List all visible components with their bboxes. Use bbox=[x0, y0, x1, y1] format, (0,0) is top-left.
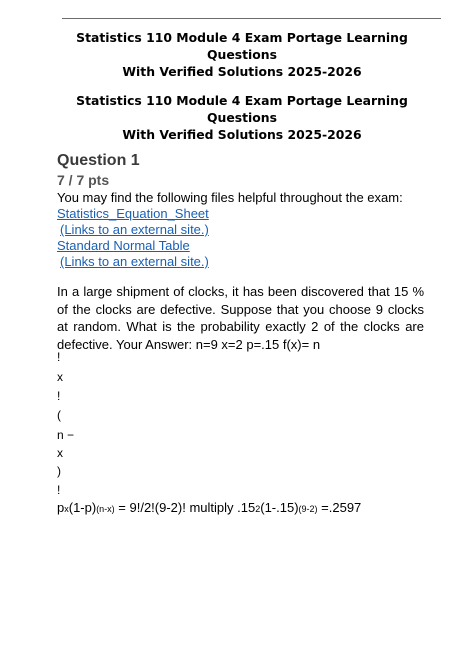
formula-tail: (1-.15) bbox=[260, 500, 299, 515]
formula-mid: (1-p) bbox=[68, 500, 97, 515]
external-site-note[interactable]: (Links to an external site.) bbox=[60, 222, 209, 237]
title-repeat-line-2: With Verified Solutions 2025-2026 bbox=[122, 127, 362, 142]
normal-table-link-label[interactable]: Standard Normal Table bbox=[57, 238, 190, 253]
formula-rest: = 9!/2!(9-2)! multiply .15 bbox=[114, 500, 256, 515]
formula-square-sub: 2 bbox=[255, 504, 261, 514]
formula-stack-item: ! bbox=[57, 389, 61, 403]
normal-table-link[interactable] bbox=[57, 238, 190, 254]
formula-stack-item: x bbox=[57, 446, 63, 460]
formula-tail-sub: (9-2) bbox=[298, 504, 318, 514]
title-line-1: Statistics 110 Module 4 Exam Portage Learning Questions bbox=[76, 30, 408, 62]
question-intro: You may find the following files helpful throughout the exam: bbox=[57, 190, 403, 205]
formula-result: =.2597 bbox=[317, 500, 362, 515]
formula-p: p bbox=[57, 500, 65, 515]
formula-nx-sub: (n-x) bbox=[96, 504, 115, 514]
formula-x-sub: x bbox=[64, 504, 69, 514]
solution-formula bbox=[57, 500, 361, 515]
formula-stack-item: n − bbox=[57, 428, 75, 442]
equation-sheet-link-label[interactable]: Statistics_Equation_Sheet bbox=[57, 206, 209, 221]
problem-statement: In a large shipment of clocks, it has been discovered that 15 % of the clocks are defective. Suppose that you choose 9 clocks at random. What is the probability exactly 2 of the clocks are defective. Your Answer: n=9 x=2 p=.15 f(x)= n bbox=[57, 284, 424, 352]
formula-stack-item: ! bbox=[57, 350, 61, 364]
equation-sheet-external-note[interactable] bbox=[60, 222, 209, 238]
external-site-note[interactable]: (Links to an external site.) bbox=[60, 254, 209, 269]
normal-table-external-note[interactable] bbox=[60, 254, 209, 270]
equation-sheet-link[interactable] bbox=[57, 206, 209, 222]
question-title: Question 1 bbox=[57, 152, 140, 169]
document-title bbox=[40, 29, 444, 80]
question-points: 7 / 7 pts bbox=[57, 172, 110, 188]
document-title-repeat bbox=[40, 92, 444, 143]
formula-stack-item: x bbox=[57, 370, 63, 384]
formula-stack-item: ) bbox=[57, 464, 61, 478]
formula-stack-item: ( bbox=[57, 408, 61, 422]
top-rule bbox=[62, 18, 441, 19]
title-repeat-line-1: Statistics 110 Module 4 Exam Portage Learning Questions bbox=[76, 93, 408, 125]
formula-stack-item: ! bbox=[57, 483, 61, 497]
title-line-2: With Verified Solutions 2025-2026 bbox=[122, 64, 362, 79]
